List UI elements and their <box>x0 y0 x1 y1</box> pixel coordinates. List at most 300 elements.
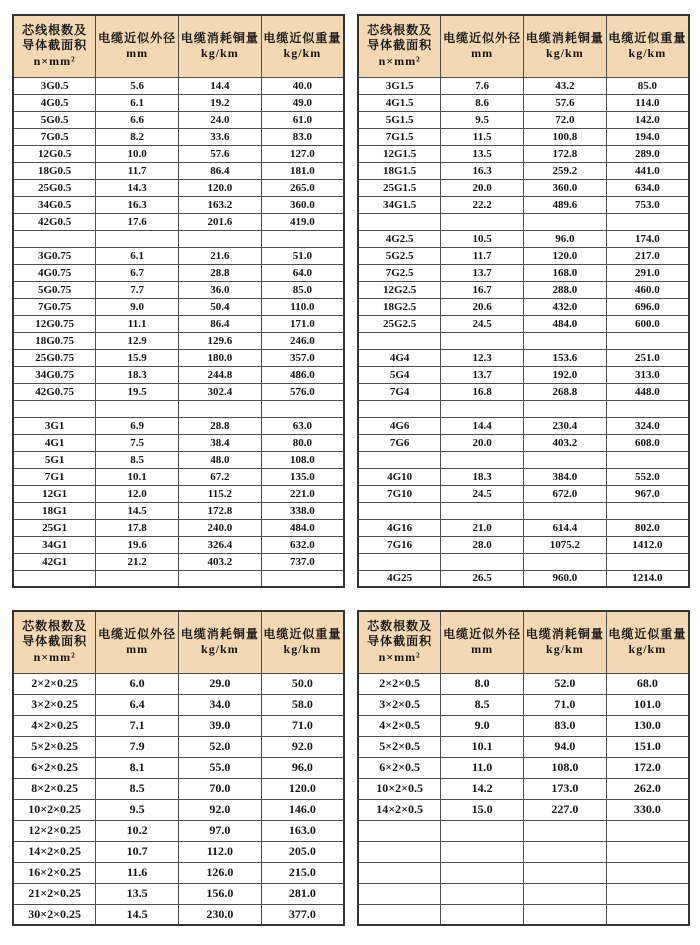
table-cell: 142.0 <box>606 111 689 128</box>
table-cell: 163.0 <box>261 820 344 841</box>
table-cell: 57.6 <box>179 145 262 162</box>
table-cell: 326.4 <box>179 536 262 553</box>
table-cell: 108.0 <box>261 451 344 468</box>
table-cell: 126.0 <box>179 862 262 883</box>
column-header <box>441 15 524 77</box>
column-header <box>96 611 179 673</box>
table-cell: 172.8 <box>524 145 607 162</box>
column-header-line: 电缆近似重量 <box>263 30 342 45</box>
table-row <box>358 715 689 736</box>
table-cell: 172.0 <box>606 757 689 778</box>
table-cell: 7.9 <box>96 736 179 757</box>
table-cell: 737.0 <box>261 553 344 570</box>
table-row <box>358 247 689 264</box>
table-row <box>13 468 344 485</box>
table-cell <box>13 570 96 587</box>
table-cell <box>524 451 607 468</box>
table-cell: 3G1.5 <box>358 77 441 94</box>
column-header-line: 导体截面积 <box>367 38 433 53</box>
table-cell: 192.0 <box>524 366 607 383</box>
column-header-line: n×mm² <box>378 54 421 69</box>
table-cell: 24.0 <box>179 111 262 128</box>
table-cell: 16×2×0.25 <box>13 862 96 883</box>
table-cell: 313.0 <box>606 366 689 383</box>
table-cell <box>441 213 524 230</box>
table-cell: 86.4 <box>179 162 262 179</box>
table-cell: 42G0.5 <box>13 213 96 230</box>
table-cell: 6×2×0.5 <box>358 757 441 778</box>
table-cell: 3×2×0.25 <box>13 694 96 715</box>
table-cell: 7.7 <box>96 281 179 298</box>
table-cell <box>441 883 524 904</box>
table-cell: 49.0 <box>261 94 344 111</box>
table-cell: 338.0 <box>261 502 344 519</box>
column-header <box>358 611 441 673</box>
table-cell <box>606 883 689 904</box>
table-cell: 460.0 <box>606 281 689 298</box>
table-row <box>13 349 344 366</box>
table-row <box>358 799 689 820</box>
table-cell: 181.0 <box>261 162 344 179</box>
table-cell: 576.0 <box>261 383 344 400</box>
table-cell: 38.4 <box>179 434 262 451</box>
table-cell: 4G2.5 <box>358 230 441 247</box>
table-cell: 19.2 <box>179 94 262 111</box>
table-cell: 14×2×0.5 <box>358 799 441 820</box>
table-cell: 52.0 <box>524 673 607 694</box>
table-cell: 217.0 <box>606 247 689 264</box>
table-row <box>358 570 689 587</box>
table-cell: 42G1 <box>13 553 96 570</box>
table-cell: 13.7 <box>441 366 524 383</box>
table-row <box>13 757 344 778</box>
table-cell: 30×2×0.25 <box>13 904 96 925</box>
table-cell: 484.0 <box>261 519 344 536</box>
table-cell: 86.4 <box>179 315 262 332</box>
table-cell: 8.5 <box>96 778 179 799</box>
table-cell: 11.7 <box>441 247 524 264</box>
table-cell <box>358 820 441 841</box>
column-header <box>13 15 96 77</box>
table-cell: 172.8 <box>179 502 262 519</box>
table-cell: 20.6 <box>441 298 524 315</box>
table-cell: 50.0 <box>261 673 344 694</box>
table-cell <box>524 904 607 925</box>
table-cell: 288.0 <box>524 281 607 298</box>
table-cell: 5×2×0.25 <box>13 736 96 757</box>
table-cell: 20.0 <box>441 179 524 196</box>
table-row <box>13 400 344 417</box>
table-cell: 230.0 <box>179 904 262 925</box>
table-row <box>358 778 689 799</box>
table-row <box>358 485 689 502</box>
table-row <box>358 694 689 715</box>
column-header <box>261 611 344 673</box>
table-cell: 12.9 <box>96 332 179 349</box>
table-cell: 85.0 <box>606 77 689 94</box>
table-cell: 240.0 <box>179 519 262 536</box>
table-cell: 71.0 <box>524 694 607 715</box>
table-cell <box>261 230 344 247</box>
table-row <box>358 383 689 400</box>
table-cell: 4G10 <box>358 468 441 485</box>
table-cell <box>606 451 689 468</box>
column-header-line: kg/km <box>546 46 584 61</box>
table-row <box>358 179 689 196</box>
table-cell: 10.7 <box>96 841 179 862</box>
column-header-line: kg/km <box>201 46 239 61</box>
table-cell: 7G4 <box>358 383 441 400</box>
cable-spec-table-bottom-right <box>357 610 690 926</box>
table-cell: 34.0 <box>179 694 262 715</box>
table-cell <box>179 570 262 587</box>
table-cell: 11.1 <box>96 315 179 332</box>
table-cell: 14.2 <box>441 778 524 799</box>
table-row <box>358 94 689 111</box>
table-cell <box>261 400 344 417</box>
column-header <box>441 611 524 673</box>
table-cell: 51.0 <box>261 247 344 264</box>
table-cell: 83.0 <box>261 128 344 145</box>
table-row <box>358 128 689 145</box>
table-cell: 2×2×0.5 <box>358 673 441 694</box>
table-row <box>13 736 344 757</box>
table-cell: 34G0.5 <box>13 196 96 213</box>
table-cell: 12.0 <box>96 485 179 502</box>
table-cell: 12.3 <box>441 349 524 366</box>
table-cell: 12G1.5 <box>358 145 441 162</box>
table-cell: 10.1 <box>96 468 179 485</box>
table-cell <box>441 451 524 468</box>
table-cell: 19.6 <box>96 536 179 553</box>
table-cell: 357.0 <box>261 349 344 366</box>
column-header <box>179 15 262 77</box>
table-row <box>358 281 689 298</box>
table-cell: 163.2 <box>179 196 262 213</box>
table-cell: 8.1 <box>96 757 179 778</box>
table-cell: 7G16 <box>358 536 441 553</box>
table-cell: 151.0 <box>606 736 689 757</box>
table-cell: 34G1.5 <box>358 196 441 213</box>
table-cell: 112.0 <box>179 841 262 862</box>
table-cell: 7G0.5 <box>13 128 96 145</box>
table-cell: 9.5 <box>96 799 179 820</box>
table-cell: 2×2×0.25 <box>13 673 96 694</box>
table-cell: 34G0.75 <box>13 366 96 383</box>
table-cell: 83.0 <box>524 715 607 736</box>
table-cell: 5G1 <box>13 451 96 468</box>
table-cell: 6.6 <box>96 111 179 128</box>
table-cell: 18G1.5 <box>358 162 441 179</box>
table-cell: 302.4 <box>179 383 262 400</box>
table-cell: 11.5 <box>441 128 524 145</box>
table-cell: 403.2 <box>524 434 607 451</box>
table-row <box>358 162 689 179</box>
table-cell: 21.0 <box>441 519 524 536</box>
table-row <box>13 111 344 128</box>
table-cell: 486.0 <box>261 366 344 383</box>
table-cell: 5G0.5 <box>13 111 96 128</box>
table-cell: 25G1 <box>13 519 96 536</box>
table-cell: 11.0 <box>441 757 524 778</box>
table-row <box>358 519 689 536</box>
column-header-line: 电缆消耗铜量 <box>525 626 604 641</box>
table-cell <box>441 820 524 841</box>
table-cell: 4×2×0.25 <box>13 715 96 736</box>
table-cell <box>358 332 441 349</box>
table-cell <box>524 841 607 862</box>
column-header <box>179 611 262 673</box>
table-cell <box>261 570 344 587</box>
table-cell: 6.1 <box>96 94 179 111</box>
table-cell: 6.0 <box>96 673 179 694</box>
table-cell: 419.0 <box>261 213 344 230</box>
table-cell <box>179 400 262 417</box>
table-cell <box>606 820 689 841</box>
table-cell: 21×2×0.25 <box>13 883 96 904</box>
table-cell: 802.0 <box>606 519 689 536</box>
table-cell: 4G6 <box>358 417 441 434</box>
table-cell: 227.0 <box>524 799 607 820</box>
table-cell: 40.0 <box>261 77 344 94</box>
column-header-line: n×mm² <box>378 650 421 665</box>
table-cell: 291.0 <box>606 264 689 281</box>
table-cell <box>13 230 96 247</box>
table-cell: 94.0 <box>524 736 607 757</box>
table-cell: 360.0 <box>524 179 607 196</box>
table-cell: 43.2 <box>524 77 607 94</box>
table-cell: 50.4 <box>179 298 262 315</box>
table-cell: 281.0 <box>261 883 344 904</box>
table-cell <box>96 230 179 247</box>
table-cell: 24.5 <box>441 315 524 332</box>
table-cell: 205.0 <box>261 841 344 862</box>
table-cell: 194.0 <box>606 128 689 145</box>
table-row <box>358 468 689 485</box>
table-cell <box>524 332 607 349</box>
table-cell: 10.2 <box>96 820 179 841</box>
cable-spec-table-top-right <box>357 14 690 588</box>
column-header-line: 电缆消耗铜量 <box>180 626 259 641</box>
table-cell: 441.0 <box>606 162 689 179</box>
table-row <box>13 383 344 400</box>
table-cell <box>358 862 441 883</box>
table-row <box>13 332 344 349</box>
table-cell: 5.6 <box>96 77 179 94</box>
table-cell: 120.0 <box>179 179 262 196</box>
table-cell: 7G0.75 <box>13 298 96 315</box>
table-cell: 68.0 <box>606 673 689 694</box>
table-cell: 12G0.75 <box>13 315 96 332</box>
column-header <box>96 15 179 77</box>
column-header-line: mm <box>471 46 494 61</box>
table-cell <box>358 841 441 862</box>
table-cell: 484.0 <box>524 315 607 332</box>
table-row <box>13 799 344 820</box>
table-cell: 230.4 <box>524 417 607 434</box>
table-cell: 114.0 <box>606 94 689 111</box>
table-cell: 8×2×0.25 <box>13 778 96 799</box>
table-cell: 3G0.75 <box>13 247 96 264</box>
column-header <box>358 15 441 77</box>
table-cell: 71.0 <box>261 715 344 736</box>
table-cell: 28.0 <box>441 536 524 553</box>
table-cell: 36.0 <box>179 281 262 298</box>
table-cell: 168.0 <box>524 264 607 281</box>
table-row <box>358 841 689 862</box>
table-row <box>358 315 689 332</box>
table-row <box>358 736 689 757</box>
table-row <box>13 434 344 451</box>
column-header-line: kg/km <box>283 46 322 61</box>
table-cell: 18.3 <box>96 366 179 383</box>
table-cell: 330.0 <box>606 799 689 820</box>
table-cell: 28.8 <box>179 264 262 281</box>
table-cell: 7G10 <box>358 485 441 502</box>
table-cell: 259.2 <box>524 162 607 179</box>
table-cell <box>606 553 689 570</box>
table-row <box>13 264 344 281</box>
column-header-line: mm <box>126 642 149 657</box>
header-row <box>13 611 344 673</box>
table-cell: 324.0 <box>606 417 689 434</box>
table-cell: 127.0 <box>261 145 344 162</box>
table-row <box>13 247 344 264</box>
column-header <box>524 15 607 77</box>
table-cell: 16.3 <box>441 162 524 179</box>
column-header-line: 电缆消耗铜量 <box>180 30 259 45</box>
table-cell: 52.0 <box>179 736 262 757</box>
table-cell: 16.3 <box>96 196 179 213</box>
table-cell: 4G1.5 <box>358 94 441 111</box>
table-row <box>358 451 689 468</box>
table-row <box>13 162 344 179</box>
table-cell: 9.0 <box>96 298 179 315</box>
table-cell: 16.8 <box>441 383 524 400</box>
table-cell: 17.8 <box>96 519 179 536</box>
table-row <box>13 841 344 862</box>
table-cell: 67.2 <box>179 468 262 485</box>
table-cell: 221.0 <box>261 485 344 502</box>
column-header-line: 电缆消耗铜量 <box>525 30 604 45</box>
table-cell: 13.7 <box>441 264 524 281</box>
table-cell: 12G1 <box>13 485 96 502</box>
table-row <box>13 366 344 383</box>
table-cell: 10.1 <box>441 736 524 757</box>
table-cell <box>524 883 607 904</box>
table-cell: 5G1.5 <box>358 111 441 128</box>
table-cell: 215.0 <box>261 862 344 883</box>
table-cell: 153.6 <box>524 349 607 366</box>
table-cell <box>606 332 689 349</box>
table-cell: 18G0.5 <box>13 162 96 179</box>
table-cell <box>358 502 441 519</box>
table-cell <box>606 213 689 230</box>
column-header-line: 芯数根数及 <box>367 618 433 633</box>
table-cell: 4G16 <box>358 519 441 536</box>
table-row <box>358 400 689 417</box>
table-cell: 85.0 <box>261 281 344 298</box>
table-cell: 18G1 <box>13 502 96 519</box>
table-cell <box>524 502 607 519</box>
column-header-line: 电缆近似重量 <box>608 626 687 641</box>
column-header-line: 电缆近似外径 <box>98 626 177 641</box>
column-header <box>606 15 689 77</box>
table-cell <box>358 553 441 570</box>
table-cell: 64.0 <box>261 264 344 281</box>
table-cell <box>524 862 607 883</box>
table-row <box>358 862 689 883</box>
table-row <box>358 111 689 128</box>
table-cell: 251.0 <box>606 349 689 366</box>
table-cell: 129.6 <box>179 332 262 349</box>
table-cell: 246.0 <box>261 332 344 349</box>
table-cell: 15.0 <box>441 799 524 820</box>
table-cell: 25G1.5 <box>358 179 441 196</box>
cable-spec-table-top-left <box>12 14 345 588</box>
column-header-line: kg/km <box>283 642 322 657</box>
table-cell: 156.0 <box>179 883 262 904</box>
table-cell: 7G2.5 <box>358 264 441 281</box>
table-cell <box>13 400 96 417</box>
table-cell: 672.0 <box>524 485 607 502</box>
table-row <box>13 862 344 883</box>
table-row <box>13 179 344 196</box>
table-cell: 12G0.5 <box>13 145 96 162</box>
table-row <box>358 145 689 162</box>
table-cell: 92.0 <box>179 799 262 820</box>
column-header-line: 电缆近似外径 <box>98 30 177 45</box>
table-cell: 39.0 <box>179 715 262 736</box>
column-header-line: 电缆近似重量 <box>608 30 687 45</box>
table-row <box>13 417 344 434</box>
table-cell: 7G6 <box>358 434 441 451</box>
table-cell: 21.2 <box>96 553 179 570</box>
table-row <box>13 570 344 587</box>
table-row <box>13 145 344 162</box>
table-cell: 17.6 <box>96 213 179 230</box>
table-cell: 6.1 <box>96 247 179 264</box>
table-cell: 5G0.75 <box>13 281 96 298</box>
table-cell: 403.2 <box>179 553 262 570</box>
header-row <box>358 15 689 77</box>
table-row <box>13 883 344 904</box>
column-header-line: 芯数根数及 <box>22 618 88 633</box>
column-header <box>261 15 344 77</box>
table-cell: 600.0 <box>606 315 689 332</box>
table-cell: 100.8 <box>524 128 607 145</box>
column-header-line: 芯线根数及 <box>367 22 433 37</box>
table-cell: 108.0 <box>524 757 607 778</box>
table-cell: 614.4 <box>524 519 607 536</box>
table-cell: 696.0 <box>606 298 689 315</box>
column-header <box>606 611 689 673</box>
table-cell: 8.5 <box>441 694 524 715</box>
table-cell <box>441 332 524 349</box>
table-row <box>13 820 344 841</box>
header-row <box>358 611 689 673</box>
table-cell: 3G0.5 <box>13 77 96 94</box>
column-header-line: 电缆近似外径 <box>443 626 522 641</box>
table-cell: 33.6 <box>179 128 262 145</box>
table-cell: 4×2×0.5 <box>358 715 441 736</box>
table-cell: 6.7 <box>96 264 179 281</box>
table-row <box>13 673 344 694</box>
table-cell: 26.5 <box>441 570 524 587</box>
column-header-line: 芯线根数及 <box>22 22 88 37</box>
table-cell: 632.0 <box>261 536 344 553</box>
table-row <box>13 128 344 145</box>
